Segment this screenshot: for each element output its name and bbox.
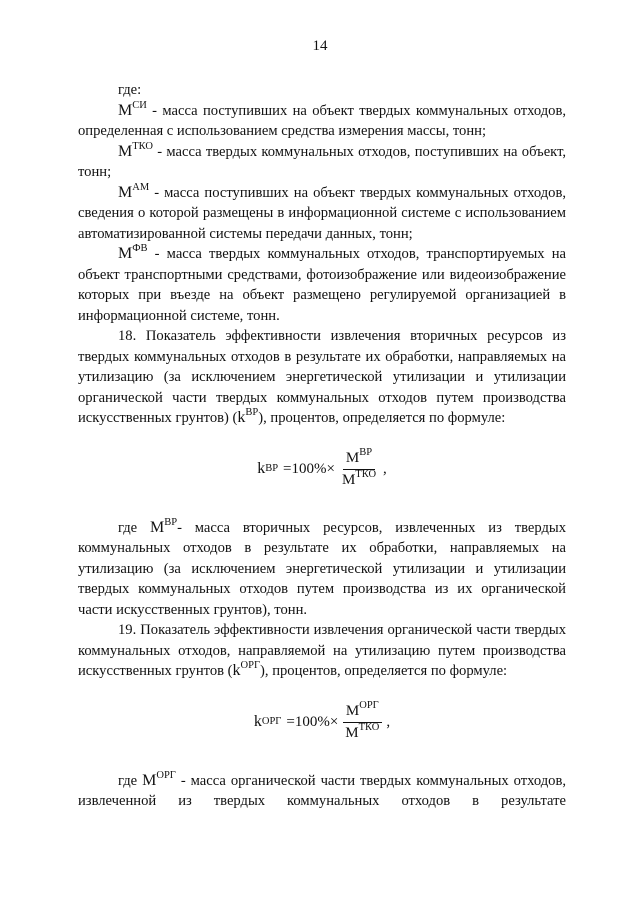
page-number: 14 [312, 38, 328, 54]
formula-equals: =100%× [283, 460, 335, 477]
definition-m-si [78, 101, 566, 142]
superscript: ОРГ [240, 660, 261, 671]
paragraph-18-text-end: ), процентов, определяется по формуле: [258, 410, 506, 426]
formula-k-org: k ОРГ =100%× $\frac{M^{ОРГ}}{M^{ТКО}}$ , [253, 699, 391, 741]
paragraph-18 [78, 326, 566, 429]
where-label: где: [118, 82, 142, 98]
superscript: АМ [132, 181, 150, 193]
definition-text: - масса органической части твердых коммунальных отходов, извлеченной из твердых коммунальных отходов в результате [78, 772, 566, 809]
symbol-m: M [150, 518, 165, 536]
formula-fraction [339, 446, 379, 490]
fraction-denominator: $M^{ТКО}$ [345, 721, 380, 741]
fraction-denominator: $M^{ТКО}$ [341, 468, 377, 488]
definition-text: - масса вторичных ресурсов, извлеченных из твердых коммунальных отходов в результате их обработки, направляемых на утилизацию (за исключением энергетической утилизации и утилизации твердых коммунальных отходов путем производства из их органической части искусственных грунтов), тонн. [78, 519, 567, 618]
symbol-k: k [237, 409, 246, 426]
paragraph-18-text: 18. Показатель эффективности извлечения вторичных ресурсов из твердых коммунальных отходов в результате их обработки, направляемых на утилизацию (за исключением энергетической утилизации и утилизации органической части твердых коммунальных отходов путем производства искусственных грунтов) ( [78, 328, 566, 426]
symbol-k: k [232, 662, 241, 679]
superscript: ВР [245, 407, 259, 418]
where-m-vr [78, 518, 566, 621]
formula-tail: , [386, 713, 391, 730]
paragraph-19-text-end: ), процентов, определяется по формуле: [260, 663, 508, 679]
paragraph-19 [78, 620, 566, 682]
where-prefix: где [118, 519, 151, 536]
superscript: ТКО [132, 140, 153, 152]
definition-text: - масса твердых коммунальных отходов, транспортируемых на объект транспортными средствами, фотоизображение или видеоизображение которых при въезде на объект размещено регулируемой организацией в информационной системе, тонн. [78, 246, 566, 324]
formula-k-vr: k ВР =100%× $\frac{M^{ВР}}{M^{ТКО}}$ , [257, 446, 387, 488]
definition-m-tko [78, 142, 566, 183]
formula-lhs: k [257, 459, 266, 477]
definition-text: - масса твердых коммунальных отходов, поступивших на объект, тонн; [78, 143, 566, 180]
formula-fraction [342, 699, 382, 743]
fraction-numerator: $M^{ВР}$ [343, 449, 375, 470]
symbol-m: M [118, 245, 133, 262]
where-m-org [78, 771, 566, 812]
superscript: ФВ [132, 243, 148, 254]
definition-m-am [78, 183, 566, 245]
document-body [78, 80, 566, 812]
definition-text: - масса поступивших на объект твердых коммунальных отходов, определенная с использованием средства измерения массы, тонн; [78, 102, 566, 139]
superscript: ОРГ [156, 769, 176, 781]
symbol-m: M [118, 142, 133, 160]
where-prefix: где [118, 772, 143, 789]
symbol-m: M [118, 101, 133, 119]
definition-text: - масса поступивших на объект твердых коммунальных отходов, сведения о которой размещены в информационной системе с использованием автоматизированной системы передачи данных, тонн; [78, 184, 566, 242]
symbol-m: M [142, 771, 157, 789]
formula-tail: , [383, 460, 387, 477]
formula-lhs: k [253, 712, 262, 730]
superscript: СИ [132, 99, 147, 111]
symbol-m: M [118, 183, 133, 201]
definition-m-fv [78, 244, 566, 326]
formula-equals: =100%× [286, 713, 339, 730]
superscript: ВР [164, 516, 178, 528]
paragraph-19-text: 19. Показатель эффективности извлечения органической части твердых коммунальных отходов, направляемой на утилизацию путем производства искусственных грунтов ( [78, 622, 566, 679]
fraction-numerator: $M^{ОРГ}$ [343, 702, 382, 723]
